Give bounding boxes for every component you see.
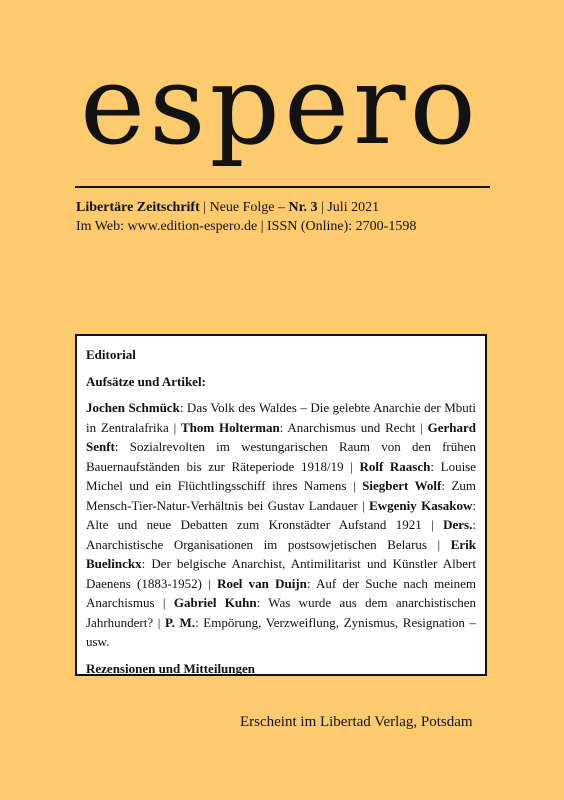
article-title: : Das Volk des Waldes – Die gelebte Anarchie der Mbuti in Zentralafrika | — [86, 400, 477, 435]
article-author: Thom Holterman — [180, 419, 280, 435]
publisher-line: Erscheint im Libertad Verlag, Potsdam — [240, 714, 473, 730]
article-author: Roel van Duijn — [217, 575, 307, 591]
issue-info — [76, 198, 496, 236]
article-author: Erik Buelinckx — [86, 536, 476, 571]
issue-number: Nr. 3 — [288, 200, 318, 215]
article-title: : Anarchismus und Recht | — [279, 419, 428, 435]
article-title: : Der belgische Anarchist, Antimilitarist und Künstler Albert Daenens (1883-1952) | — [86, 556, 476, 591]
article-author: Gabriel Kuhn — [173, 595, 257, 610]
article-author: Rolf Raasch — [359, 458, 431, 474]
article-title: : Empörung, Verzweiflung, Zynismus, Resignation – usw. — [86, 614, 476, 649]
articles-list — [86, 398, 476, 652]
article-author: Jochen Schmück — [86, 400, 180, 415]
series-label: | Neue Folge – — [199, 200, 289, 215]
article-title: : Louise Michel und ein Flüchtlingsschiff ihres Namens | — [86, 458, 477, 493]
issue-date: | Juli 2021 — [317, 200, 380, 215]
contents-box — [75, 334, 487, 676]
article-title: : Was wurde aus dem anarchistischen Jahrhundert? | — [86, 595, 476, 630]
reviews-heading: Rezensionen und Mitteilungen — [86, 660, 256, 676]
article-title: : Sozialrevolten im westungarischen Raum von den frühen Bauernaufständen bis zur Räteperiode 1918/19 | — [86, 439, 476, 474]
editorial-heading: Editorial — [86, 347, 136, 362]
web-issn-line: Im Web: www.edition-espero.de | ISSN (Online): 2700-1598 — [76, 219, 417, 234]
article-title: : Zum Mensch-Tier-Natur-Verhältnis bei Gustav Landauer | — [86, 478, 477, 513]
article-title: : Alte und neue Debatten zum Kronstädter Aufstand 1921 | — [86, 497, 476, 532]
article-author: Ewgeniy Kasakow — [369, 497, 473, 513]
article-author: P. M. — [164, 614, 196, 630]
title-divider — [75, 186, 490, 188]
articles-heading: Aufsätze und Artikel: — [86, 373, 206, 389]
article-title: : Auf der Suche nach meinem Anarchismus | — [86, 575, 476, 610]
article-title: : Anarchistische Organisationen im postsowjetischen Belarus | — [86, 517, 476, 552]
magazine-title: espero — [80, 41, 480, 169]
article-author: Ders. — [443, 517, 473, 532]
article-author: Siegbert Wolf — [362, 478, 442, 493]
magazine-subtitle: Libertäre Zeitschrift — [76, 200, 200, 215]
article-author: Gerhard Senft — [86, 419, 477, 454]
issue-line — [76, 198, 496, 217]
